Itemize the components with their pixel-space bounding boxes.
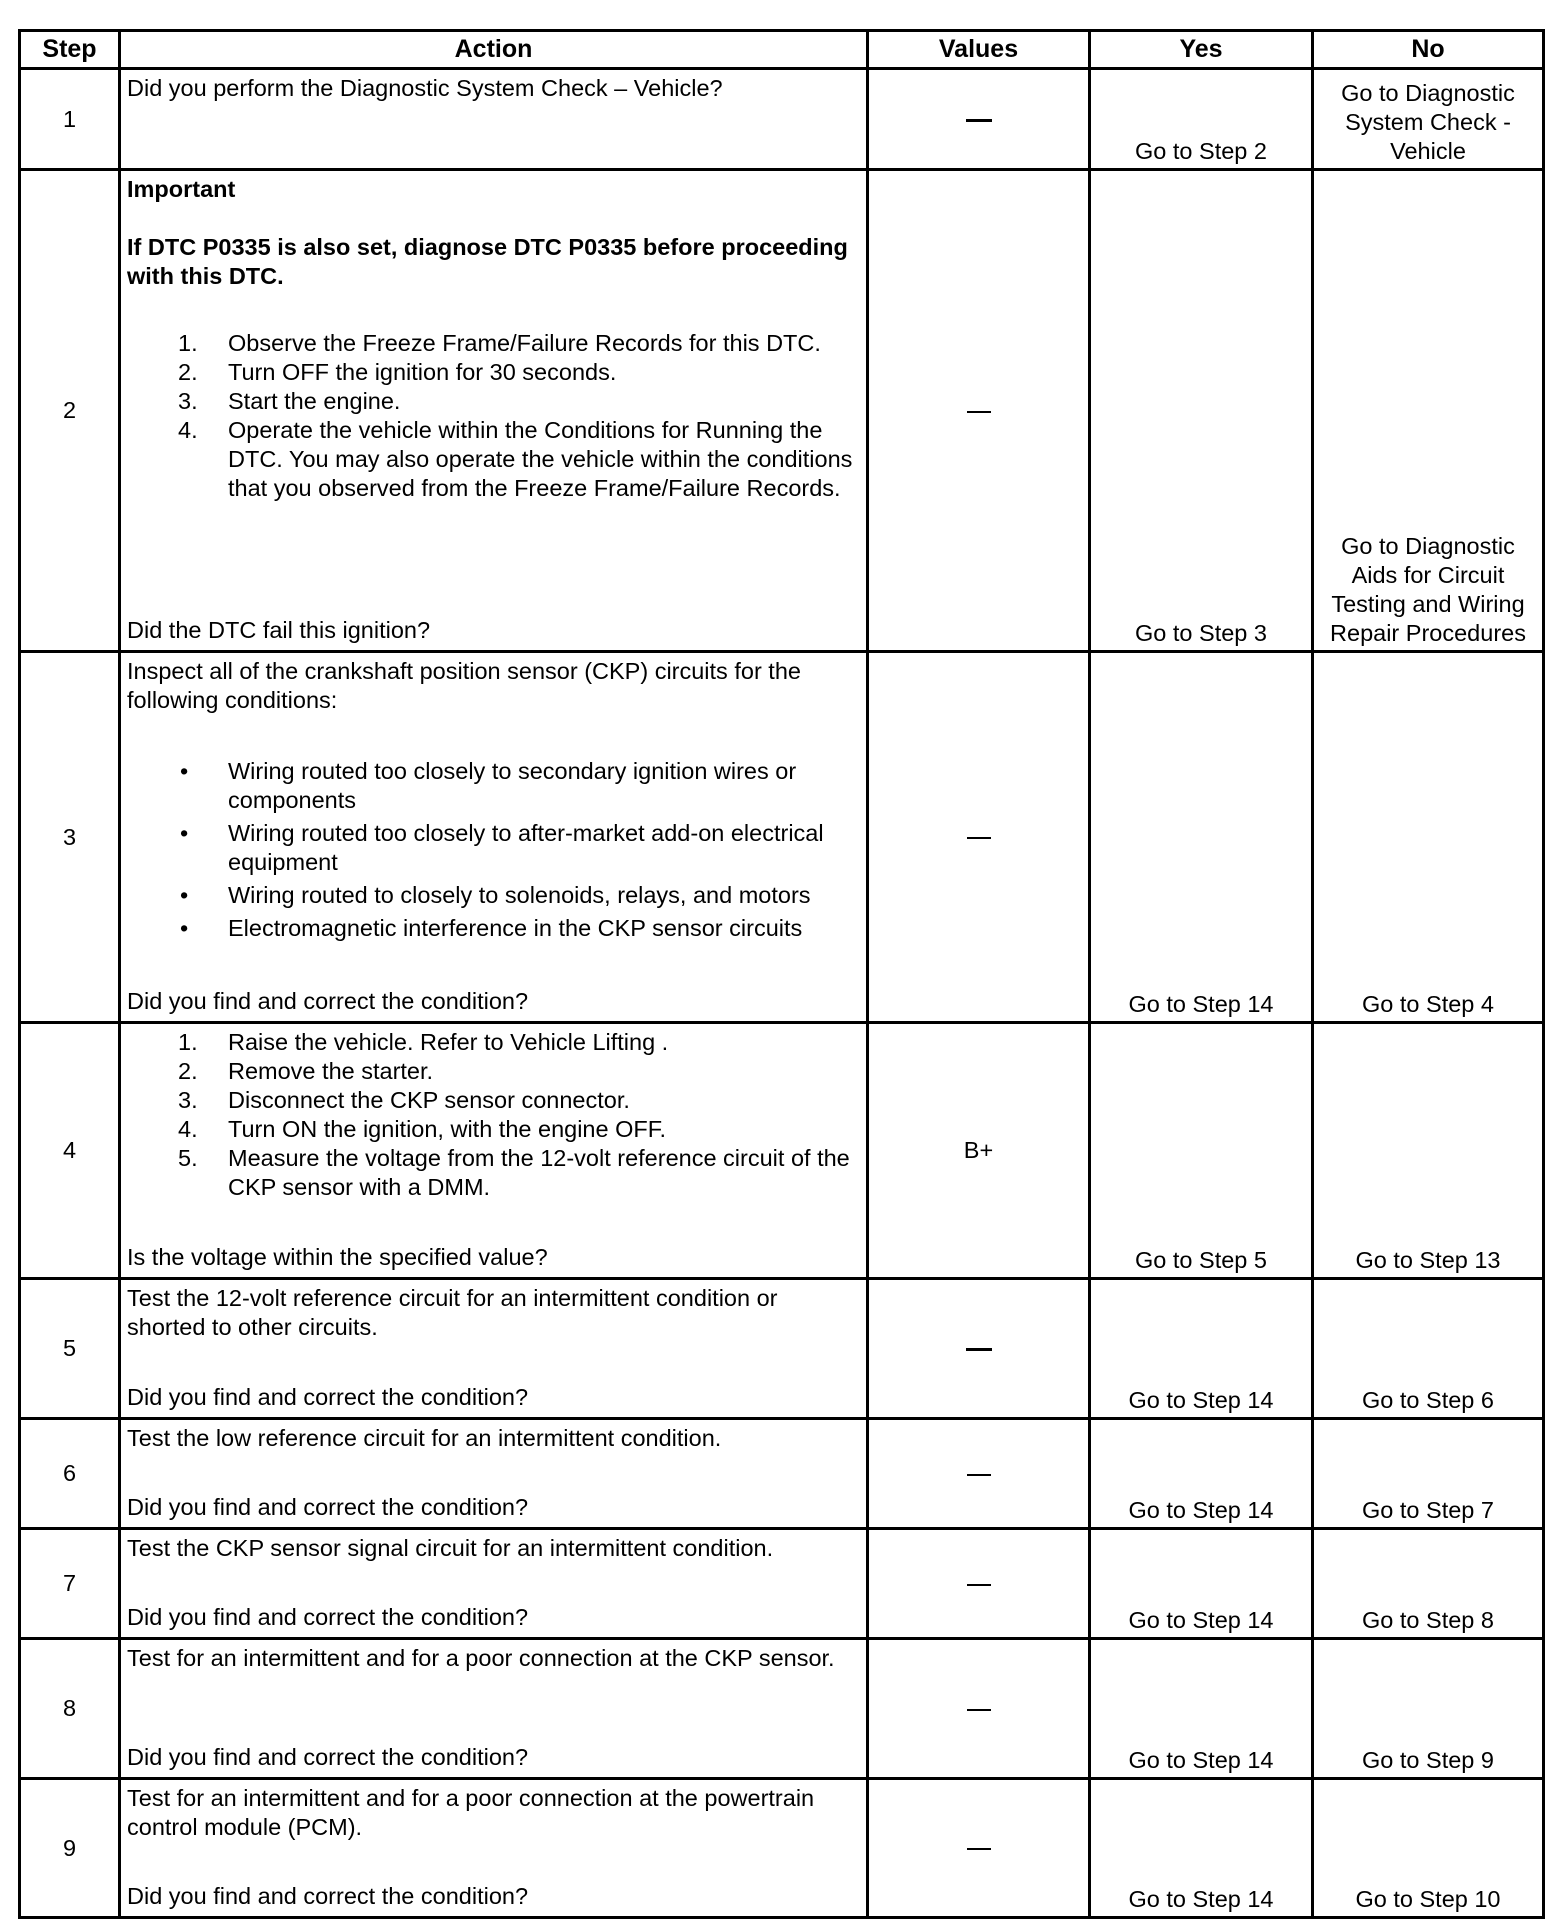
action-cell: [120, 1779, 868, 1918]
step-number: 5: [20, 1279, 120, 1419]
action-question: Did the DTC fail this ignition?: [127, 617, 431, 643]
action-question: Did you find and correct the condition?: [127, 1604, 529, 1630]
value-cell: [868, 1639, 1090, 1779]
action-cell: [120, 1529, 868, 1639]
action-question: Did you find and correct the condition?: [127, 1384, 529, 1410]
value-cell: [868, 652, 1090, 1023]
value-cell: [868, 1279, 1090, 1419]
list-item: 2. Turn OFF the ignition for 30 seconds.: [178, 359, 617, 385]
numbered-list: [127, 1028, 858, 1202]
header-yes: Yes: [1090, 31, 1313, 69]
action-text: Test the CKP sensor signal circuit for an intermittent condition.: [127, 1535, 774, 1561]
table-row: [20, 69, 1544, 170]
important-label: Important: [127, 176, 236, 202]
action-intro: Inspect all of the crankshaft position sensor (CKP) circuits for the following conditions:: [127, 658, 801, 713]
action-cell: [120, 652, 868, 1023]
no-cell: Go to Step 10: [1313, 1779, 1544, 1918]
yes-cell: Go to Step 14: [1090, 1279, 1313, 1419]
table-row: [20, 652, 1544, 1023]
yes-cell: Go to Step 2: [1090, 69, 1313, 170]
step-number: 1: [20, 69, 120, 170]
no-cell: Go to Step 8: [1313, 1529, 1544, 1639]
list-item: • Wiring routed too closely to secondary ignition wires or components: [180, 758, 797, 813]
step-number: 6: [20, 1419, 120, 1529]
yes-cell: Go to Step 14: [1090, 1419, 1313, 1529]
action-cell: [120, 1279, 868, 1419]
table-row: [20, 1639, 1544, 1779]
value-dash: [966, 119, 992, 122]
step-number: 3: [20, 652, 120, 1023]
yes-cell: Go to Step 14: [1090, 652, 1313, 1023]
table-row: [20, 1023, 1544, 1279]
header-no: No: [1313, 31, 1544, 69]
value-dash: [966, 1348, 992, 1351]
action-text: Test for an intermittent and for a poor connection at the powertrain control module (PCM).: [127, 1785, 815, 1840]
value-cell: [868, 170, 1090, 652]
no-cell: Go to Step 13: [1313, 1023, 1544, 1279]
value-dash: [967, 1709, 991, 1711]
important-text: If DTC P0335 is also set, diagnose DTC P0335 before proceeding with this DTC.: [127, 234, 848, 289]
action-question: Did you find and correct the condition?: [127, 1744, 529, 1770]
no-cell: Go to Step 4: [1313, 652, 1544, 1023]
value-cell: [868, 1779, 1090, 1918]
action-question: Did you find and correct the condition?: [127, 988, 529, 1014]
header-action: Action: [120, 31, 868, 69]
header-step: Step: [20, 31, 120, 69]
list-item: 1. Observe the Freeze Frame/Failure Records for this DTC.: [178, 330, 821, 356]
header-row: [20, 31, 1544, 69]
action-cell: [120, 1023, 868, 1279]
list-item: 4. Operate the vehicle within the Conditions for Running the DTC. You may also operate the vehicle within the conditions that you observed from the Freeze Frame/Failure Records.: [178, 417, 853, 501]
header-values: Values: [868, 31, 1090, 69]
list-item: 2. Remove the starter.: [178, 1058, 434, 1084]
action-text: Test the 12-volt reference circuit for an intermittent condition or shorted to other circuits.: [127, 1285, 778, 1340]
value-dash: [967, 411, 991, 413]
value-cell: [868, 69, 1090, 170]
table-row: [20, 1779, 1544, 1918]
yes-cell: Go to Step 14: [1090, 1529, 1313, 1639]
list-item: • Wiring routed too closely to after-market add-on electrical equipment: [180, 820, 824, 875]
action-cell: [120, 170, 868, 652]
value-dash: [967, 1848, 991, 1850]
action-question: Did you find and correct the condition?: [127, 1494, 529, 1520]
list-item: 3. Disconnect the CKP sensor connector.: [178, 1087, 630, 1113]
value-cell: [868, 1529, 1090, 1639]
list-item: 4. Turn ON the ignition, with the engine OFF.: [178, 1116, 667, 1142]
list-item: • Electromagnetic interference in the CKP sensor circuits: [180, 915, 803, 941]
value-cell: [868, 1419, 1090, 1529]
action-cell: [120, 1639, 868, 1779]
numbered-list: [127, 329, 858, 503]
action-question: Did you perform the Diagnostic System Check – Vehicle?: [127, 75, 723, 101]
action-text: Test the low reference circuit for an intermittent condition.: [127, 1425, 722, 1451]
no-cell: Go to Diagnostic System Check - Vehicle: [1313, 69, 1544, 170]
no-cell: Go to Diagnostic Aids for Circuit Testing and Wiring Repair Procedures: [1313, 170, 1544, 652]
step-number: 2: [20, 170, 120, 652]
table-row: [20, 1279, 1544, 1419]
table-row: [20, 170, 1544, 652]
list-item: 5. Measure the voltage from the 12-volt reference circuit of the CKP sensor with a DMM.: [178, 1145, 850, 1200]
list-item: 3. Start the engine.: [178, 388, 401, 414]
diagnostic-table: [18, 29, 1545, 1919]
no-cell: Go to Step 7: [1313, 1419, 1544, 1529]
value-dash: [967, 837, 991, 839]
step-number: 9: [20, 1779, 120, 1918]
bullet-list: [127, 757, 858, 943]
value-dash: [967, 1584, 991, 1586]
action-cell: [120, 1419, 868, 1529]
action-question: Did you find and correct the condition?: [127, 1883, 529, 1909]
no-cell: Go to Step 6: [1313, 1279, 1544, 1419]
yes-cell: Go to Step 3: [1090, 170, 1313, 652]
action-question: Is the voltage within the specified value?: [127, 1244, 548, 1270]
list-item: • Wiring routed to closely to solenoids, relays, and motors: [180, 882, 811, 908]
table-row: [20, 1419, 1544, 1529]
yes-cell: Go to Step 14: [1090, 1639, 1313, 1779]
step-number: 4: [20, 1023, 120, 1279]
action-cell: [120, 69, 868, 170]
step-number: 7: [20, 1529, 120, 1639]
step-number: 8: [20, 1639, 120, 1779]
no-cell: Go to Step 9: [1313, 1639, 1544, 1779]
table-row: [20, 1529, 1544, 1639]
value-dash: [967, 1474, 991, 1476]
list-item: 1. Raise the vehicle. Refer to Vehicle Lifting .: [178, 1029, 669, 1055]
value-cell: B+: [868, 1023, 1090, 1279]
action-text: Test for an intermittent and for a poor connection at the CKP sensor.: [127, 1645, 835, 1671]
yes-cell: Go to Step 14: [1090, 1779, 1313, 1918]
yes-cell: Go to Step 5: [1090, 1023, 1313, 1279]
